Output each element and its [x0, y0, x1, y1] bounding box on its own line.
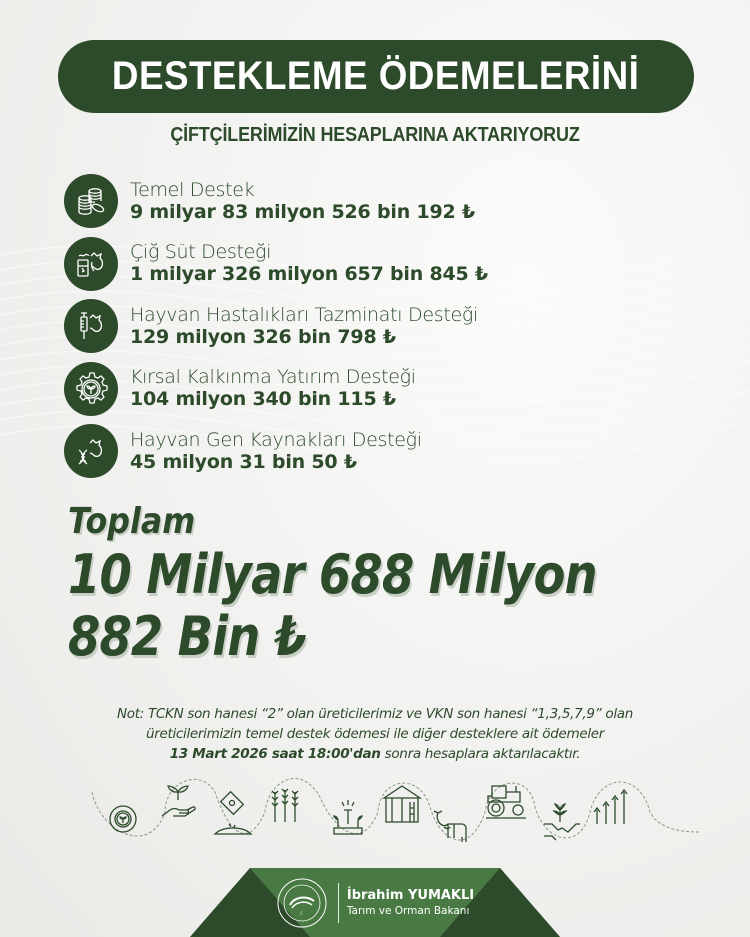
ministry-emblem-icon [276, 877, 328, 929]
payment-note [60, 704, 690, 764]
seed-bag-icon [215, 792, 251, 834]
support-item-label: Hayvan Gen Kaynakları Desteği [130, 428, 422, 451]
note-date: 13 Mart 2026 saat 18:00'dan [169, 746, 381, 762]
support-item-cig-sut [64, 233, 488, 296]
ministry-signature [270, 868, 480, 937]
support-item-temel-destek [64, 170, 488, 233]
support-item-label: Çiğ Süt Desteği [130, 241, 272, 264]
support-item-label: Hayvan Hastalıkları Tazminatı Desteği [130, 303, 478, 326]
support-item-value: 9 milyar 83 milyon 526 bin 192 ₺ [130, 200, 475, 223]
support-item-value: 1 milyar 326 milyon 657 bin 845 ₺ [130, 263, 488, 286]
hand-plant-icon [162, 786, 195, 816]
gear-sprout-icon [64, 362, 118, 416]
page-subtitle: ÇİFTÇİLERİMİZİN HESAPLARINA AKTARIYORUZ [170, 124, 580, 146]
support-item-value: 45 milyon 31 bin 50 ₺ [130, 450, 357, 473]
total-label: Toplam [68, 501, 196, 542]
support-item-kirsal-kalkinma [64, 358, 488, 421]
wheat-icon [272, 789, 298, 822]
support-list [64, 170, 488, 483]
support-item-value: 129 milyon 326 bin 798 ₺ [130, 325, 396, 348]
support-item-hayvan-hastaliklari [64, 295, 488, 358]
page-title: DESTEKLEME ÖDEMELERİNİ [112, 54, 640, 98]
support-item-label: Kırsal Kalkınma Yatırım Desteği [130, 366, 416, 389]
support-item-label: Temel Destek [130, 178, 255, 201]
coins-icon [64, 174, 118, 228]
svg-text:☾: ☾ [299, 910, 305, 917]
minister-name: İbrahim YUMAKLI [346, 887, 475, 903]
growth-arrows-icon [594, 790, 627, 824]
total-amount-line2: 882 Bin ₺ [68, 605, 307, 668]
silo-icon [384, 786, 420, 822]
total-section [68, 500, 683, 668]
handshake-plant-icon [544, 804, 580, 840]
note-line1: Not: TCKN son hanesi “2” olan üreticilerimiz ve VKN son hanesi “1,3,5,7,9” olan [116, 706, 634, 722]
support-item-hayvan-gen [64, 420, 488, 483]
minister-role: Tarım ve Orman Bakanı [346, 904, 470, 917]
footer-divider [338, 883, 339, 923]
gear-sprout-icon [110, 806, 136, 832]
note-line2: üreticilerimizin temel destek ödemesi ile diğer desteklere ait ödemeler [145, 726, 605, 742]
tractor-icon [486, 786, 526, 818]
support-item-value: 104 milyon 340 bin 115 ₺ [130, 388, 396, 411]
irrigation-icon [334, 800, 362, 834]
note-line3: sonra hesaplara aktarılacaktır. [380, 746, 581, 762]
total-amount-line1: 10 Milyar 688 Milyon [68, 543, 597, 606]
syringe-cow-icon [64, 299, 118, 353]
header-banner [58, 40, 694, 113]
agriculture-icons-strip [0, 762, 750, 850]
dna-cow-icon [64, 424, 118, 478]
milk-cow-icon [64, 237, 118, 291]
